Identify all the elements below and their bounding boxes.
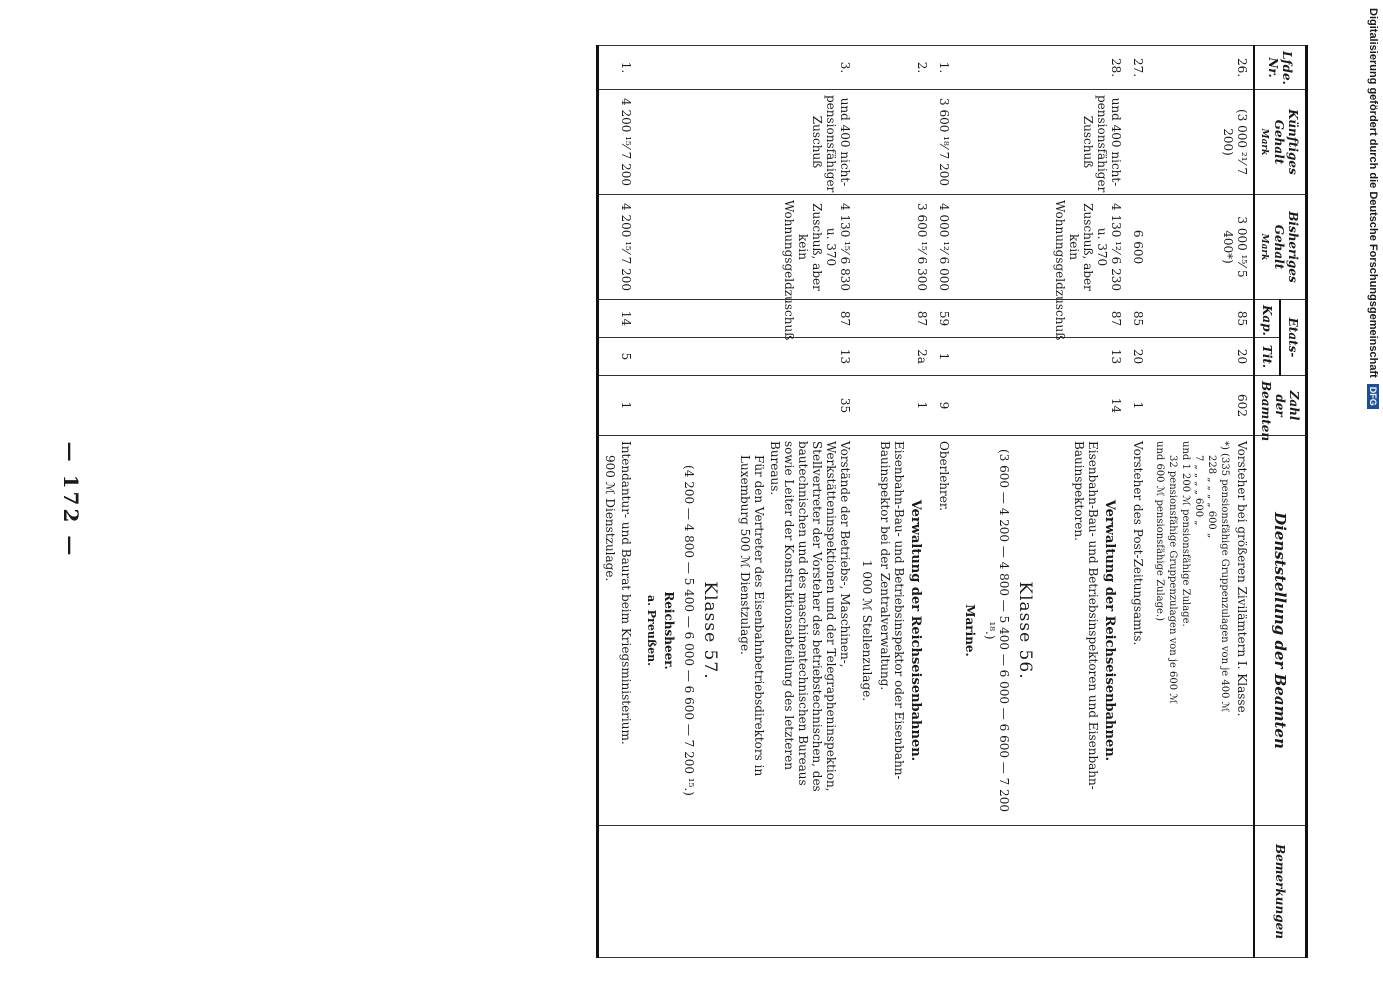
row-kuenftig: 3 600 ¹⁸⁄ 7 200: [933, 90, 955, 195]
row-dienst: [734, 436, 856, 826]
page-number: — 172 —: [59, 441, 83, 559]
row-kuenftig: [1127, 90, 1149, 195]
klasse-scale: (3 600 — 4 200 — 4 800 — 5 400 — 6 000 — 6 600 — 7 200 ¹⁸.): [983, 449, 1011, 812]
klasse-subsection: Marine.: [963, 604, 977, 657]
klasse-57-cell: [637, 436, 734, 826]
row-bisherig: 3 600 ¹⁵⁄ 6 300: [856, 195, 933, 300]
kuenftig-unit: Mark: [1259, 128, 1270, 156]
table-row: [1049, 46, 1127, 958]
dienst-text: Intendantur- und Baurat beim Kriegsministerium.: [619, 441, 633, 745]
row-nr: 3.: [734, 46, 856, 90]
row-tit: 5: [598, 338, 638, 376]
bisherig-label: Bisheriges Gehalt: [1272, 211, 1301, 283]
row-tit: 2a: [856, 338, 933, 376]
row-zahl: 35: [734, 376, 856, 436]
row-tit: 20: [1149, 338, 1254, 376]
row-zahl: 1: [856, 376, 933, 436]
col-bisherig-header: [1254, 195, 1307, 300]
row-dienst: Oberlehrer.: [933, 436, 955, 826]
row-zahl: 1: [598, 376, 638, 436]
row-tit: 20: [1127, 338, 1149, 376]
footnote-line: und 600 ℳ pensionsfähige Zulage.): [1154, 441, 1165, 622]
row-kuenftig: (3 000 ²¹⁄ 7 200): [1149, 90, 1254, 195]
klasse-scale: (4 200 — 4 800 — 5 400 — 6 000 — 6 600 — 7 200 ¹⁵.): [682, 465, 696, 796]
klasse-title: Klasse 57.: [700, 581, 720, 680]
bisherig-unit: Mark: [1259, 233, 1270, 261]
class-heading-row: [637, 46, 734, 958]
credit-text: Digitalisierung gefördert durch die Deutsche Forschungsgemeinschaft: [1367, 8, 1379, 378]
row-kap: 85: [1149, 300, 1254, 338]
table-row: [1149, 46, 1254, 958]
dienst-extra: 1 000 ℳ Stellenzulage.: [860, 559, 874, 702]
header-row: [1280, 46, 1307, 958]
row-dienst: [1149, 436, 1254, 826]
row-bisherig: 4 000 ¹²⁄ 6 000: [933, 195, 955, 300]
col-dienst-header: Dienststellung der Beamten: [1254, 436, 1307, 826]
row-kuenftig: und 400 nicht-pensionsfähiger Zuschuß: [734, 90, 856, 195]
row-kuenftig: [856, 90, 933, 195]
row-bemerk: [856, 826, 933, 958]
col-bemerk-header: Bemerkungen: [1254, 826, 1307, 958]
row-zahl: 9: [933, 376, 955, 436]
row-kap: 85: [1127, 300, 1149, 338]
salary-table: [596, 45, 1308, 958]
row-bemerk: [734, 826, 856, 958]
class-heading-row: [955, 46, 1049, 958]
row-dienst: [856, 436, 933, 826]
table-row: [1127, 46, 1149, 958]
klasse-title: Klasse 56.: [1015, 581, 1035, 680]
col-kuenftig-header: [1254, 90, 1307, 195]
row-nr: 26.: [1149, 46, 1254, 90]
row-bisherig: 4 200 ¹⁵⁄ 7 200: [598, 195, 638, 300]
row-nr: 27.: [1127, 46, 1149, 90]
row-tit: 13: [1049, 338, 1127, 376]
dienst-extra: Für den Vertreter des Eisenbahnbetriebsdirektors in Luxemburg 500 ℳ Dienstzulage.: [738, 455, 766, 777]
row-tit: 1: [933, 338, 955, 376]
footnote-line: und 1 200 ℳ pensionsfähige Zulage.: [1180, 441, 1191, 627]
digitization-credit: [1361, 0, 1383, 1008]
section-title: Verwaltung der Reichseisenbahnen.: [1102, 499, 1117, 762]
row-bisherig: 3 000 ¹⁵⁄ 5 400*): [1149, 195, 1254, 300]
footnote-line: 32 pensionsfähige Gruppenzulagen von je 600 ℳ: [1167, 455, 1178, 705]
footnote: [1153, 441, 1231, 820]
row-bemerk: [1049, 826, 1127, 958]
table-row: [734, 46, 856, 958]
footnote-line: *) (335 pensionsfähige Gruppenzulagen von je 400 ℳ: [1219, 441, 1230, 713]
col-zahl-header: Zahl der Beamten: [1254, 376, 1307, 436]
col-tit-header: Tit.: [1254, 338, 1280, 376]
row-bemerk: [1127, 826, 1149, 958]
row-bisherig: 6 600: [1127, 195, 1149, 300]
klasse-subsection: Reichsheer.: [662, 591, 676, 670]
table-row: [856, 46, 933, 958]
row-kap: 87: [1049, 300, 1127, 338]
table-row: [933, 46, 955, 958]
row-nr: 1.: [598, 46, 638, 90]
row-nr: 2.: [856, 46, 933, 90]
row-kap: 14: [598, 300, 638, 338]
row-bemerk: [933, 826, 955, 958]
dienst-extra: 900 ℳ Dienstzulage.: [603, 455, 617, 582]
row-bisherig: 4 130 ¹⁵⁄ 6 830 u. 370 Zuschuß, aber kein Wohnungsgeldzuschuß: [734, 195, 856, 300]
col-lfd-header: Lfde. Nr.: [1254, 46, 1307, 90]
dfg-logo: DFG: [1367, 384, 1379, 409]
row-dienst: [1049, 436, 1127, 826]
row-bisherig: 4 130 ¹²⁄ 6 230 u. 370 Zuschuß, aber kein Wohnungsgeldzuschuß: [1049, 195, 1127, 300]
row-bemerk: [598, 826, 638, 958]
row-nr: 28.: [1049, 46, 1127, 90]
col-kap-header: Kap.: [1254, 300, 1280, 338]
row-tit: 13: [734, 338, 856, 376]
dienst-text: Eisenbahn-Bau- und Betriebsinspektor oder Eisenbahn-Bauinspektor bei der Zentralverwaltung.: [878, 441, 906, 780]
section-title: Verwaltung der Reichseisenbahnen.: [908, 499, 923, 762]
row-dienst: [598, 436, 638, 826]
row-nr: 1.: [933, 46, 955, 90]
row-zahl: 1: [1127, 376, 1149, 436]
row-zahl: 602: [1149, 376, 1254, 436]
footnote-line: 7 „ „ „ „ 600 „: [1193, 455, 1204, 526]
row-bemerk: [1149, 826, 1254, 958]
row-kap: 87: [856, 300, 933, 338]
row-kap: 59: [933, 300, 955, 338]
footnote-line: 228 „ „ „ „ 600 „: [1206, 455, 1217, 539]
dienst-text: Eisenbahn-Bau- und Betriebsinspektoren und Eisenbahn-Bauinspektoren.: [1072, 441, 1100, 790]
klasse-56-cell: [955, 436, 1049, 826]
table-row: [598, 46, 638, 958]
dienst-text: Vorsteher bei größeren Zivilämtern I. Klasse.: [1235, 441, 1249, 717]
row-kuenftig: 4 200 ¹⁵⁄ 7 200: [598, 90, 638, 195]
kuenftig-label: Künftiges Gehalt: [1272, 109, 1301, 175]
row-dienst: Vorsteher des Post-Zeitungsamts.: [1127, 436, 1149, 826]
klasse-subsubsection: a. Preußen.: [645, 594, 658, 667]
row-zahl: 14: [1049, 376, 1127, 436]
dienst-text: Vorstände der Betriebs-, Maschinen-, Werkstätteninspektionen und der Telegrapheninspektion, Stellvertreter der Vorsteher des betriebstechnischen, des bautechnischen und des maschinentechnischen Bureaus sowie Leiter der Konstruktionsabteilung des letzteren Bureaus.: [768, 441, 852, 792]
col-etats-header: Etats-: [1280, 300, 1307, 376]
row-kuenftig: und 400 nicht-pensionsfähiger Zuschuß: [1049, 90, 1127, 195]
row-kap: 87: [734, 300, 856, 338]
